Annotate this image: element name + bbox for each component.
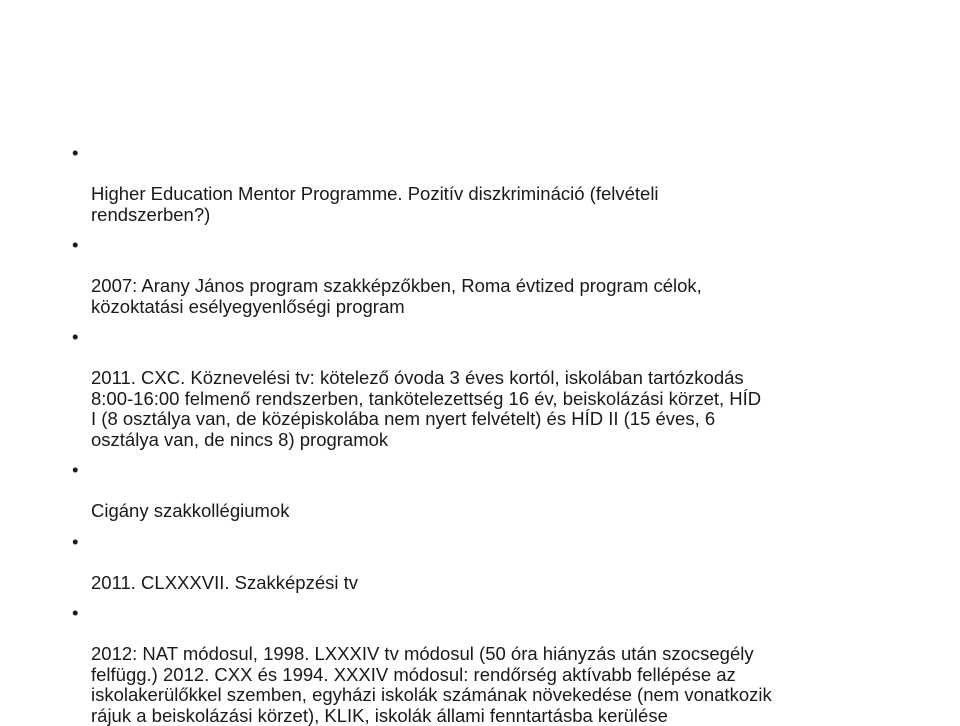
bullet-text: 2012: NAT módosul, 1998. LXXXIV tv módosul (50 óra hiányzás után szocsegély felfügg.) 2012. CXX és 1994. XXXIV módosul: rendőrség aktívabb fellépése az iskolakerülőkkel szemben, egyházi iskolák számának növekedése (nem vonatkozik rájuk a beiskolázási körzet), KLIK, iskolák állami fenntartásba kerülése xyxy=(91,643,772,726)
bullet-text: 2011. CXC. Köznevelési tv: kötelező óvoda 3 éves kortól, iskolában tartózkodás 8:00-16:00 felmenő rendszerben, tankötelezettség 16 év, beiskolázási körzet, HÍD I (8 osztálya van, de középiskolába nem nyert felvételt) és HÍD II (15 éves, 6 osztálya van, de nincs 8) programok xyxy=(91,367,762,450)
bullet-item-kozneveles-tv xyxy=(72,327,924,450)
bullet-text: Cigány szakkollégiumok xyxy=(91,500,290,521)
bullet-item-mentor-programme xyxy=(72,143,924,225)
bullet-icon: • xyxy=(72,530,79,552)
bullet-text: 2007: Arany János program szakképzőkben, Roma évtized program célok, közoktatási esélyegyenlőségi program xyxy=(91,275,702,317)
bullet-item-szakkepzesi-tv xyxy=(72,532,924,594)
bullet-item-nat-modosul xyxy=(72,603,924,726)
bullet-icon: • xyxy=(72,234,79,255)
bullet-item-szakkollegiumok xyxy=(72,460,924,522)
bullet-text: 2011. CLXXXVII. Szakképzési tv xyxy=(91,571,359,593)
bullet-item-arany-janos xyxy=(72,235,924,317)
bullet-icon: • xyxy=(72,142,79,163)
bullet-icon: • xyxy=(72,326,79,347)
bullet-icon: • xyxy=(72,602,79,623)
bullet-text: Higher Education Mentor Programme. Pozitív diszkrimináció (felvételi rendszerben?) xyxy=(91,183,659,225)
bullet-icon: • xyxy=(72,459,79,480)
bullet-list xyxy=(72,143,924,726)
